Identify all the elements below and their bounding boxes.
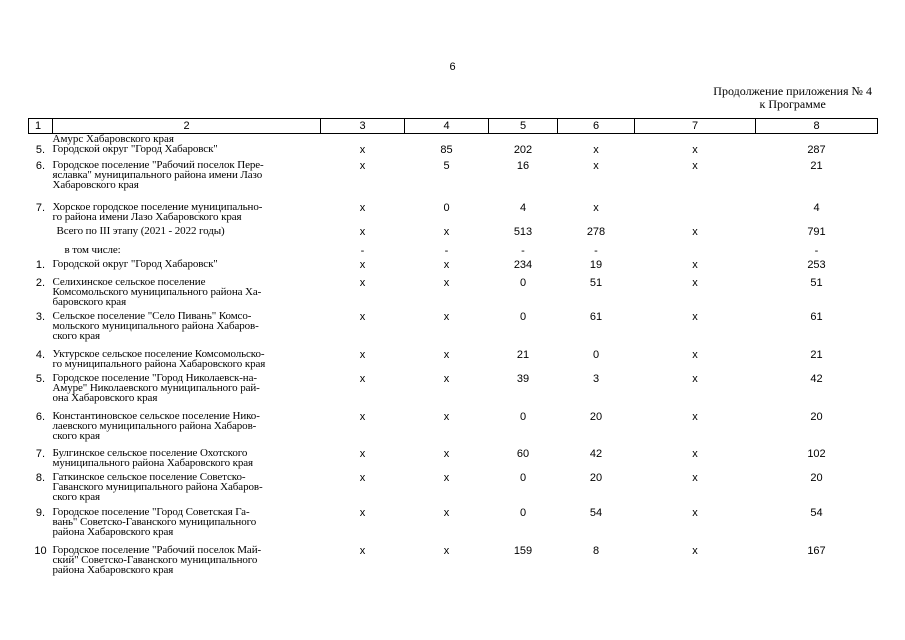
row-name: Хорское городское поселение муниципально- го района имени Лазо Хабаровского края — [52, 201, 263, 223]
row-name: Константиновское сельское поселение Нико- лаевского муниципального района Хабаров- ского края — [52, 410, 260, 442]
row-index: 4. — [35, 349, 46, 361]
row-index: 5. — [35, 373, 46, 385]
row-value-col5: 21 — [516, 349, 530, 361]
program-table — [28, 118, 878, 583]
row-value-col3: х — [359, 311, 366, 323]
row-value-col7: х — [692, 472, 698, 484]
row-index: 10 — [34, 545, 47, 557]
row-index: 6. — [35, 411, 46, 423]
continuation-text: Амурс Хабаровского края — [52, 133, 174, 145]
row-index: 3. — [35, 311, 46, 323]
column-header: 2 — [53, 119, 321, 134]
page-number: 6 — [449, 61, 456, 73]
row-value-col6: х — [593, 202, 599, 214]
table-row — [29, 245, 878, 259]
row-value-col3: х — [359, 160, 366, 172]
table-row — [29, 507, 878, 545]
row-value-col5: 0 — [519, 507, 527, 519]
table-row — [29, 202, 878, 226]
row-value-col6: 278 — [586, 226, 606, 238]
row-value-col6: 20 — [589, 411, 603, 423]
row-value-col6: 0 — [592, 349, 600, 361]
row-index: 5. — [35, 144, 46, 156]
row-value-col3: х — [359, 202, 366, 214]
row-value-col4: 85 — [440, 144, 453, 156]
row-value-col5: 39 — [516, 373, 530, 385]
row-value-col7: х — [692, 411, 698, 423]
column-header: 6 — [558, 119, 635, 134]
column-header: 7 — [635, 119, 756, 134]
row-value-col4: х — [443, 349, 450, 361]
column-header: 4 — [405, 119, 489, 134]
row-name: Городской округ "Город Хабаровск" — [52, 143, 218, 155]
row-value-col3: х — [359, 259, 366, 271]
row-name: Всего по III этапу (2021 - 2022 годы) — [56, 225, 225, 237]
row-index: 9. — [35, 507, 46, 519]
row-value-col5: 4 — [519, 202, 527, 214]
row-value-col7: х — [692, 507, 698, 519]
row-value-col4: х — [443, 448, 450, 460]
row-value-col4: 0 — [443, 202, 450, 214]
row-value-col3: х — [359, 373, 366, 385]
row-value-col3: х — [359, 277, 366, 289]
row-value-col5: 0 — [519, 411, 527, 423]
row-value-col8: 61 — [810, 311, 823, 323]
row-value-col6: - — [594, 245, 598, 257]
row-index: 2. — [35, 277, 46, 289]
row-value-col7: х — [692, 311, 698, 323]
row-value-col3: х — [359, 349, 366, 361]
row-value-col6: 20 — [589, 472, 603, 484]
table-row — [29, 349, 878, 373]
row-index: 7. — [35, 448, 46, 460]
column-header: 3 — [321, 119, 405, 134]
row-value-col6: 61 — [589, 311, 603, 323]
row-name: Булгинское сельское поселение Охотского муниципального района Хабаровского края — [52, 447, 254, 469]
row-value-col5: 0 — [519, 472, 527, 484]
table-row — [29, 259, 878, 277]
row-name: Сельское поселение "Село Пивань" Комсо- мольского муниципального района Хабаров- ского края — [52, 310, 259, 342]
row-value-col8: 253 — [807, 259, 826, 271]
row-index: 1. — [35, 259, 46, 271]
table-row — [29, 545, 878, 583]
row-value-col8: 791 — [807, 226, 826, 238]
row-value-col3: х — [359, 507, 366, 519]
row-value-col4: 5 — [443, 160, 450, 172]
row-name: Городской округ "Город Хабаровск" — [52, 258, 218, 270]
row-value-col4: х — [443, 373, 450, 385]
table-row — [29, 411, 878, 448]
table-row — [29, 226, 878, 245]
row-name: Городское поселение "Рабочий поселок Май- ский" Советско-Гаванского муниципального района Хабаровского края — [52, 544, 262, 576]
row-value-col8: 51 — [810, 277, 823, 289]
row-value-col7 — [635, 245, 756, 259]
row-name: Городское поселение "Рабочий поселок Пере- яславка" муниципального района имени Лазо Хабаровского края — [52, 159, 264, 191]
row-value-col4: х — [443, 259, 450, 271]
row-value-col4: - — [444, 245, 449, 257]
row-value-col6: 54 — [589, 507, 603, 519]
row-value-col7: х — [692, 373, 698, 385]
row-value-col6: х — [593, 144, 599, 156]
row-value-col3: - — [360, 245, 365, 257]
row-value-col5: 159 — [513, 545, 533, 557]
row-value-col7: х — [692, 545, 698, 557]
row-value-col3: х — [359, 144, 366, 156]
row-name: Городское поселение "Город Николаевск-на- Амуре" Николаевского муниципального рай- она Хабаровского края — [52, 372, 260, 404]
appendix-line-2: к Программе — [759, 97, 826, 111]
table-row — [29, 160, 878, 202]
row-value-col3: х — [359, 472, 366, 484]
row-value-col5: 202 — [513, 144, 533, 156]
row-index: 8. — [35, 472, 46, 484]
row-value-col6: 19 — [589, 259, 603, 271]
row-value-col4: х — [443, 226, 450, 238]
row-value-col8: 167 — [807, 545, 826, 557]
row-value-col8: 42 — [810, 373, 823, 385]
row-value-col8: 20 — [810, 472, 823, 484]
row-value-col3: х — [359, 411, 366, 423]
row-index — [29, 245, 53, 259]
row-name: Уктурское сельское поселение Комсомольско- го муниципального района Хабаровского края — [52, 348, 266, 370]
row-value-col7: х — [692, 160, 698, 172]
row-name: Селихинское сельское поселение Комсомольского муниципального района Ха- баровского края — [52, 276, 262, 308]
row-value-col6: 51 — [589, 277, 603, 289]
row-value-col8: 4 — [813, 202, 820, 214]
column-header: 5 — [489, 119, 558, 134]
table-row — [29, 373, 878, 411]
table-row — [29, 472, 878, 507]
row-value-col3: х — [359, 226, 366, 238]
row-value-col8: 20 — [810, 411, 823, 423]
row-value-col6: х — [593, 160, 599, 172]
row-value-col7: х — [692, 226, 698, 238]
row-value-col3: х — [359, 545, 366, 557]
row-value-col8: 21 — [810, 349, 823, 361]
appendix-line-1: Продолжение приложения № 4 — [713, 84, 872, 98]
row-value-col4: х — [443, 311, 450, 323]
row-value-col7: х — [692, 259, 698, 271]
row-name: в том числе: — [64, 244, 121, 256]
row-value-col4: х — [443, 277, 450, 289]
row-value-col7: х — [692, 144, 698, 156]
row-value-col6: 8 — [592, 545, 600, 557]
row-index — [29, 226, 53, 245]
table-row — [29, 448, 878, 472]
row-value-col7: х — [692, 448, 698, 460]
row-name: Гаткинское сельское поселение Советско- Гаванского муниципального района Хабаров- ского края — [52, 471, 263, 503]
appendix-caption — [713, 85, 872, 111]
row-value-col5: - — [521, 245, 525, 257]
row-value-col5: 16 — [516, 160, 530, 172]
row-value-col5: 234 — [513, 259, 533, 271]
table-header-row — [29, 119, 878, 134]
row-value-col6: 42 — [589, 448, 603, 460]
table-row — [29, 277, 878, 311]
row-value-col8: 102 — [807, 448, 826, 460]
row-value-col4: х — [443, 411, 450, 423]
table-row — [29, 311, 878, 349]
row-index: 7. — [35, 202, 46, 214]
row-value-col5: 0 — [519, 311, 527, 323]
row-value-col3: х — [359, 448, 366, 460]
row-value-col8: 21 — [810, 160, 823, 172]
row-value-col7: х — [692, 277, 698, 289]
table-row — [29, 144, 878, 160]
row-value-col5: 513 — [513, 226, 533, 238]
row-value-col7: х — [692, 349, 698, 361]
row-name: Городское поселение "Город Советская Га- вань" Советско-Гаванского муниципального района Хабаровского края — [52, 506, 257, 538]
row-value-col5: 0 — [519, 277, 527, 289]
row-value-col8: 54 — [810, 507, 823, 519]
row-value-col8: - — [814, 245, 819, 257]
row-value-col8: 287 — [807, 144, 826, 156]
column-header: 8 — [756, 119, 878, 134]
row-value-col4: х — [443, 472, 450, 484]
row-value-col7 — [635, 202, 756, 226]
column-header: 1 — [29, 119, 53, 134]
row-value-col5: 60 — [516, 448, 530, 460]
row-value-col6: 3 — [592, 373, 600, 385]
row-value-col4: х — [443, 545, 450, 557]
row-index: 6. — [35, 160, 46, 172]
row-value-col4: х — [443, 507, 450, 519]
